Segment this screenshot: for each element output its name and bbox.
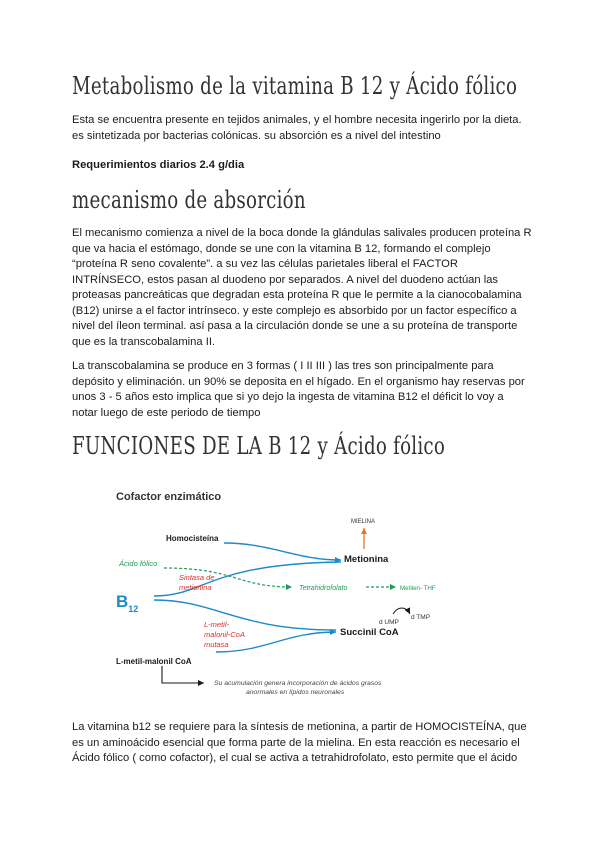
arrow-accumulation (162, 666, 204, 683)
label-note-2: anormales en lípidos neuronales (246, 689, 345, 696)
absorption-heading: mecanismo de absorción (72, 186, 306, 214)
functions-heading: FUNCIONES DE LA B 12 y Ácido fólico (72, 432, 446, 460)
label-mutasa-1: L-metil- (204, 620, 230, 629)
page-title: Metabolismo de la vitamina B 12 y Ácido fólico (72, 72, 518, 100)
cofactor-diagram (96, 486, 448, 708)
label-dump: d UMP (379, 619, 399, 626)
label-homocisteina: Homocisteína (166, 534, 219, 543)
closing-paragraph: La vitamina b12 se requiere para la síntesis de metionina, a partir de HOMOCISTEÍNA, que es un aminoácido esencial que forma parte de la mielina. En esta reacción es necesario el Ácido fólico ( como cofactor), el cual se activa a tetrahidrofolato, esto permite que el ácido (72, 721, 527, 764)
label-dtmp: d TMP (411, 614, 431, 621)
label-mielina: MIELINA (351, 519, 376, 525)
label-metilmalonil: L-metil-malonil CoA (116, 657, 192, 666)
arrow-dump-dtmp (393, 608, 410, 614)
label-sintasa-2: metionina (179, 583, 212, 592)
diagram-title: Cofactor enzimático (116, 491, 222, 503)
label-mutasa-3: mutasa (204, 640, 229, 649)
arrow-homocisteina-metionina (224, 543, 341, 560)
label-sintasa-1: Sintasa de (179, 573, 215, 582)
label-metionina: Metionina (344, 554, 389, 565)
requirements-line: Requerimientos diarios 2.4 g/dia (72, 159, 245, 171)
label-succinil: Succinil CoA (340, 627, 399, 638)
cofactor-diagram-svg (96, 486, 448, 708)
arrow-b12-succinil (154, 600, 336, 630)
label-mutasa-2: malonil-CoA (204, 630, 245, 639)
intro-paragraph: Esta se encuentra presente en tejidos animales, y el hombre necesita ingerirlo por la dieta. es sintetizada por bacterias colónicas. su absorción es a nivel del intestino (72, 114, 522, 142)
label-acido-folico: Ácido fólico (119, 559, 158, 568)
absorption-paragraph: El mecanismo comienza a nivel de la boca donde la glándulas salivales producen proteína R que va hacia el estómago, donde se une con la vitamina B 12, formando el complejo “proteína R seno covalente”. a su vez las células parietales liberal el FACTOR INTRÍNSECO, estos pasan al duodeno por separados. A nivel del duodeno actúan las proteasas pancreáticas que degradan esta proteína R que le permite a la cianocobalamina (B12) unirse a el factor intrínseco. y este complejo es absorbido por un factor específico a nivel del íleon terminal. así pasa a la circulación donde se une a su proteína de transporte que es la transcobalamina II. (72, 227, 532, 348)
label-note-1: Su acumulación genera incorporación de ácidos grasos (214, 680, 382, 687)
label-tetrahidrofolato: Tetrahidrofolato (299, 585, 348, 592)
transcobalamin-paragraph: La transcobalamina se produce en 3 formas ( I II III ) las tres son principalmente para depósito y eliminación. un 90% se deposita en el hígado. En el organismo hay reservas por unos 3 - 5 años esto implica que si yo dejo la ingesta de vitamina B12 el déficit lo voy a notar luego de este periodo de tiempo (72, 360, 525, 419)
label-metilen-thf: Metilen- THF (400, 585, 436, 592)
label-b12: $B_{12}$ (116, 592, 139, 614)
